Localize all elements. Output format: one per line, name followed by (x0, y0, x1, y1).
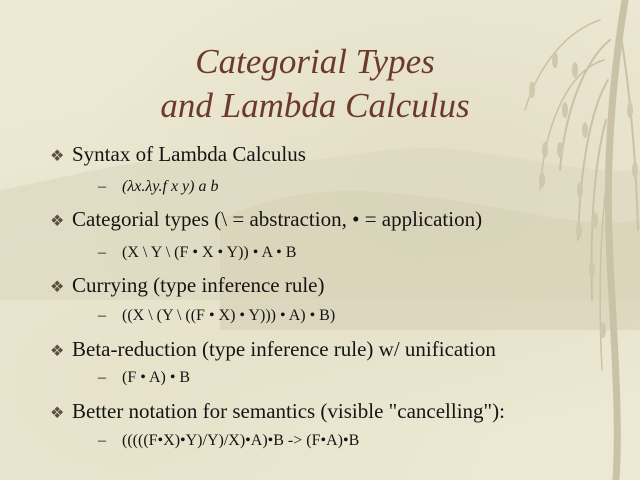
title-line-2: and Lambda Calculus (160, 86, 470, 125)
sub-text: ((X \ (Y \ ((F • X) • Y))) • A) • B) (122, 307, 336, 324)
bullet-item (50, 337, 496, 362)
sub-text: (((((F•X)•Y)/Y)/X)•A)•B -> (F•A)•B (122, 432, 360, 449)
bullet-item (50, 273, 324, 298)
sub-item (98, 369, 190, 387)
bullet-text: Syntax of Lambda Calculus (72, 142, 306, 166)
bullet-text: Better notation for semantics (visible "cancelling"): (72, 399, 505, 423)
sub-item (98, 244, 296, 262)
sub-item (98, 432, 359, 450)
bullet-text: Currying (type inference rule) (72, 273, 325, 297)
sub-dash: – (98, 307, 106, 324)
bullet-item (50, 399, 505, 424)
sub-text: (λx.λy.f x y) a b (122, 178, 219, 195)
diamond-clover-bullet-icon: ❖ (50, 148, 65, 165)
sub-text: (X \ Y \ (F • X • Y)) • A • B (122, 244, 297, 261)
sub-dash: – (98, 178, 106, 195)
bullet-item (50, 207, 482, 232)
sub-dash: – (98, 244, 106, 261)
diamond-clover-bullet-icon: ❖ (50, 279, 65, 296)
sub-dash: – (98, 369, 106, 386)
bullet-text: Categorial types (\ = abstraction, • = application) (72, 207, 483, 231)
diamond-clover-bullet-icon: ❖ (50, 405, 65, 422)
sub-dash: – (98, 432, 106, 449)
diamond-clover-bullet-icon: ❖ (50, 343, 65, 360)
sub-item (98, 178, 218, 196)
bullet-item (50, 142, 306, 167)
bullet-text: Beta-reduction (type inference rule) w/ unification (72, 337, 496, 361)
slide-title (0, 40, 630, 128)
sub-text: (F • A) • B (122, 369, 191, 386)
diamond-clover-bullet-icon: ❖ (50, 213, 65, 230)
title-line-1: Categorial Types (195, 42, 435, 81)
sub-item (98, 307, 335, 325)
